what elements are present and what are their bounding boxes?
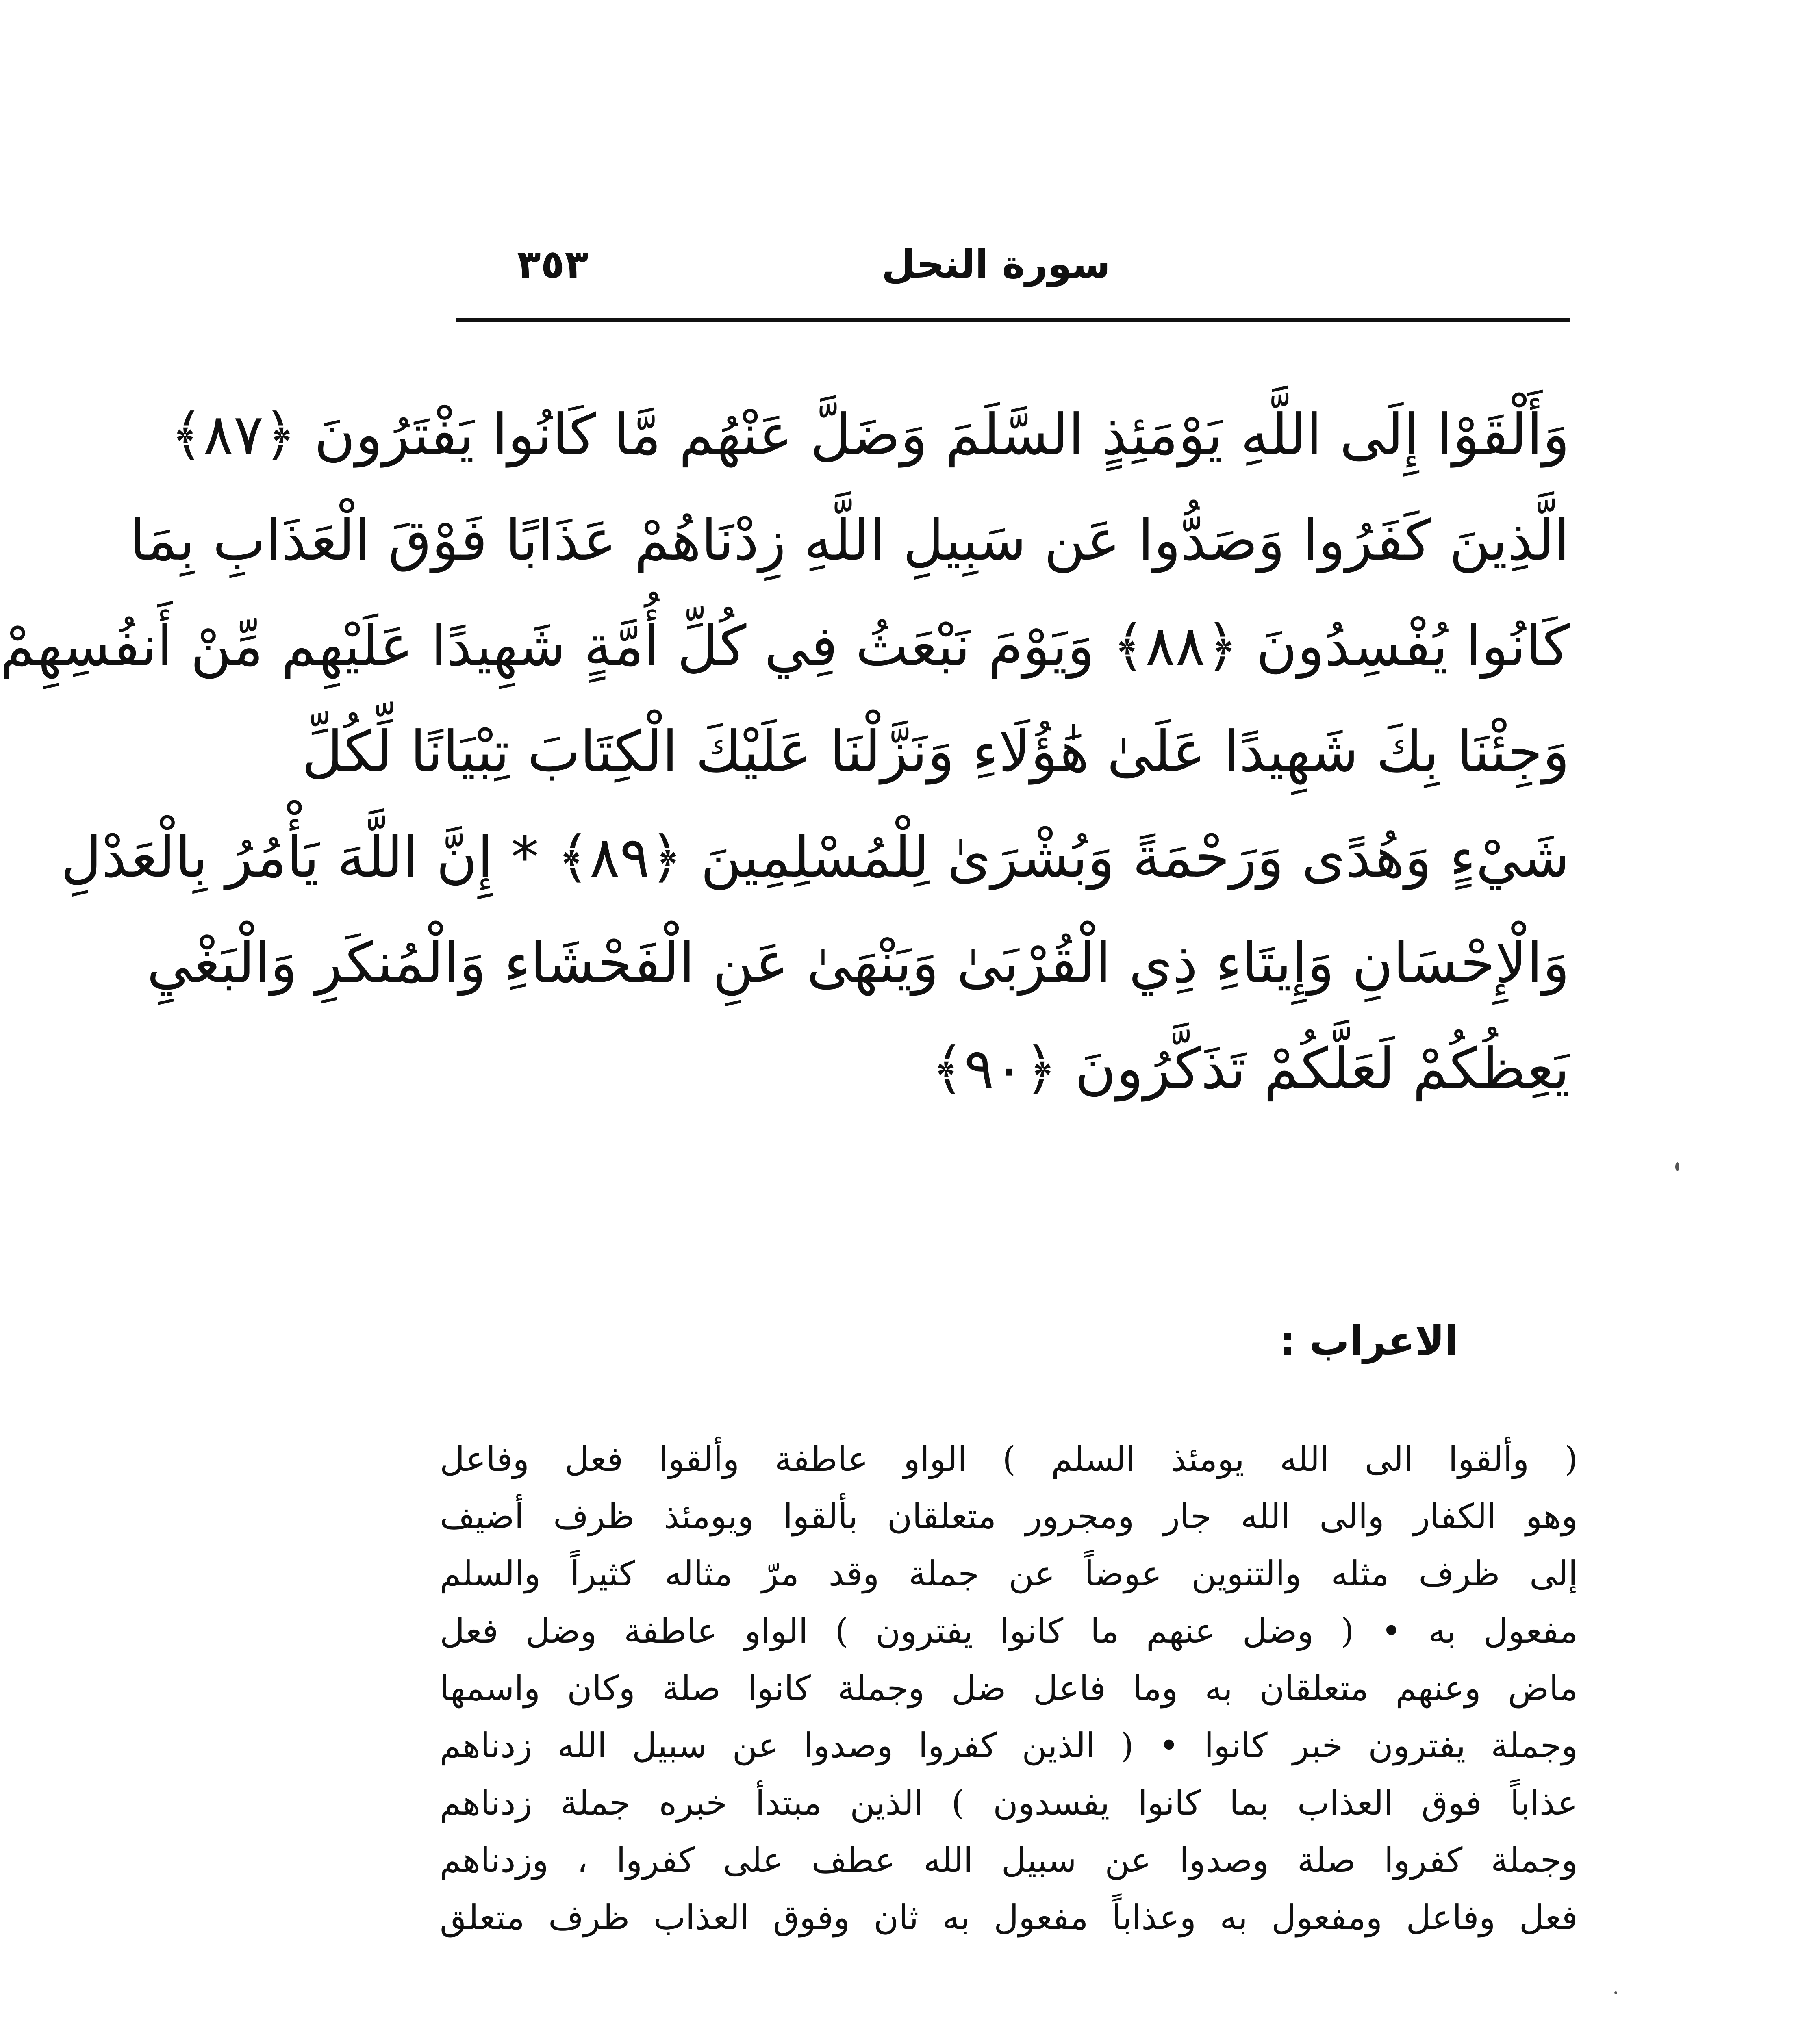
surah-title: سورة النحل	[882, 241, 1110, 287]
verse-line: وَالْإِحْسَانِ وَإِيتَاءِ ذِي الْقُرْبَىٰ وَيَنْهَىٰ عَنِ الْفَحْشَاءِ وَالْمُنكَرِ وَالْبَغْيِ	[147, 930, 1570, 996]
scan-speck	[1614, 1991, 1617, 1994]
commentary-line: ماض وعنهم متعلقان به وما فاعل ضل وجملة كانوا صلة وكان واسمها	[440, 1668, 1578, 1708]
verse-line: شَيْءٍ وَهُدًى وَرَحْمَةً وَبُشْرَىٰ لِلْمُسْلِمِينَ ﴿٨٩﴾ * إِنَّ اللَّهَ يَأْمُرُ بِالْعَدْلِ	[61, 825, 1570, 890]
commentary-line: ( وألقوا الى الله يومئذ السلم ) الواو عاطفة وألقوا فعل وفاعل	[440, 1439, 1578, 1479]
commentary-line: وهو الكفار والى الله جار ومجرور متعلقان بألقوا ويومئذ ظرف أضيف	[440, 1496, 1578, 1536]
commentary-line: وجملة يفترون خبر كانوا • ( الذين كفروا وصدوا عن سبيل الله زدناهم	[440, 1726, 1578, 1765]
commentary-line: وجملة كفروا صلة وصدوا عن سبيل الله عطف على كفروا ، وزدناهم	[440, 1840, 1578, 1880]
scan-speck	[1675, 1162, 1679, 1171]
verse-line: وَجِئْنَا بِكَ شَهِيدًا عَلَىٰ هَٰؤُلَاءِ وَنَزَّلْنَا عَلَيْكَ الْكِتَابَ تِبْيَانًا لِّكُلِّ	[302, 719, 1570, 784]
commentary-line: فعل وفاعل ومفعول به وعذاباً مفعول به ثان وفوق العذاب ظرف متعلق	[440, 1897, 1578, 1937]
verse-line: يَعِظُكُمْ لَعَلَّكُمْ تَذَكَّرُونَ ﴿٩٠﴾	[931, 1036, 1570, 1101]
header-divider	[456, 318, 1570, 322]
irab-heading: الاعراب :	[1279, 1318, 1458, 1364]
verse-line: وَأَلْقَوْا إِلَى اللَّهِ يَوْمَئِذٍ السَّلَمَ وَضَلَّ عَنْهُم مَّا كَانُوا يَفْتَرُونَ ﴿٨٧﴾	[170, 402, 1570, 467]
irab-commentary	[440, 1431, 1578, 1946]
verse-line: كَانُوا يُفْسِدُونَ ﴿٨٨﴾ وَيَوْمَ نَبْعَثُ فِي كُلِّ أُمَّةٍ شَهِيدًا عَلَيْهِم مِّنْ أَنفُسِهِمْ	[0, 613, 1570, 679]
verse-line: الَّذِينَ كَفَرُوا وَصَدُّوا عَن سَبِيلِ اللَّهِ زِدْنَاهُمْ عَذَابًا فَوْقَ الْعَذَابِ بِمَا	[130, 508, 1570, 573]
page-header	[452, 228, 1570, 301]
commentary-line: مفعول به • ( وضل عنهم ما كانوا يفترون ) الواو عاطفة وضل فعل	[440, 1611, 1578, 1651]
quran-verses-block	[0, 382, 1570, 1122]
page-number: ٣٥٣	[517, 241, 589, 287]
commentary-line: إلى ظرف مثله والتنوين عوضاً عن جملة وقد مرّ مثاله كثيراً والسلم	[440, 1554, 1578, 1593]
commentary-line: عذاباً فوق العذاب بما كانوا يفسدون ) الذين مبتدأ خبره جملة زدناهم	[440, 1783, 1578, 1823]
